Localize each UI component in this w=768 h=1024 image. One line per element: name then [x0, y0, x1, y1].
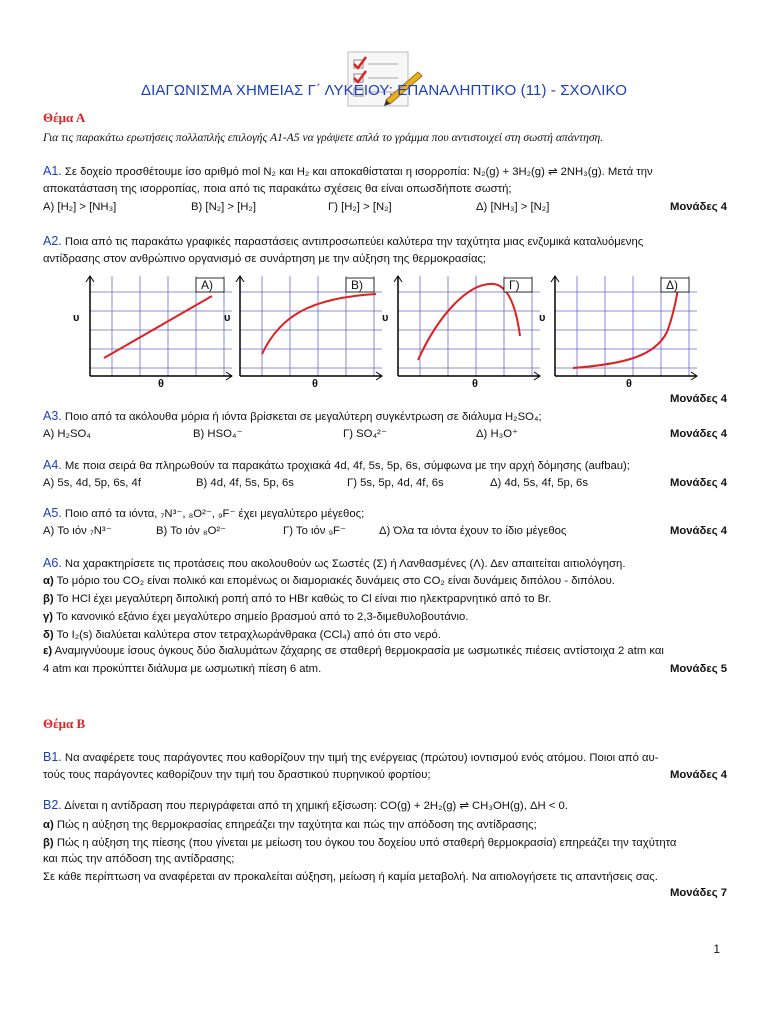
- b1-line1: [43, 750, 727, 766]
- a5-option-a: Α) Το ιόν ₇N³⁻: [43, 525, 112, 537]
- a6-item-b: [43, 592, 727, 607]
- a1-marks: Μονάδες 4: [669, 201, 727, 213]
- a5-number: Α5.: [43, 506, 62, 520]
- checklist-logo-icon: [342, 48, 424, 110]
- instructions: Για τις παρακάτω ερωτήσεις πολλαπλής επιλογής Α1-Α5 να γράψετε απλά το γράμμα που αντιστοιχεί στη σωστή απάντηση.: [43, 131, 604, 144]
- a2-text1: Ποια από τις παρακάτω γραφικές παραστάσεις αντιπροσωπεύει καλύτερα την ταχύτητα μιας ενζυμικά καταλυόμενης: [64, 236, 644, 248]
- a2-line1: [43, 234, 727, 250]
- a6-lastline-text: 4 atm και προκύπτει διάλυμα με ωσμωτική πίεση 6 atm.: [43, 663, 322, 675]
- a6-item-d-text: Το I₂(s) διαλύεται καλύτερα στον τετραχλωράνθρακα (CCl₄) από ότι στο νερό.: [56, 629, 441, 641]
- a3-text1: Ποιο από τα ακόλουθα μόρια ή ιόντα βρίσκεται σε μεγαλύτερη συγκέντρωση σε διάλυμα H₂SO₄;: [64, 411, 542, 423]
- graph-d-ylabel: υ: [539, 312, 546, 324]
- a6-item-e-text: Αναμιγνύουμε ίσους όγκους δύο διαλυμάτων ζάχαρης σε σταθερή θερμοκρασία με ωσμωτικές πιέσεις αντίστοιχα 2 atm και: [54, 645, 664, 657]
- graph-b-xlabel: θ: [312, 378, 318, 390]
- a5-line1: [43, 506, 727, 522]
- b1-text2: τούς τους παράγοντες καθορίζουν την τιμή του δραστικού πυρηνικού φορτίου;: [43, 769, 431, 781]
- a4-option-a: Α) 5s, 4d, 5p, 6s, 4f: [43, 477, 141, 489]
- a6-marks: Μονάδες 5: [669, 663, 727, 675]
- a4-line1: [43, 458, 727, 474]
- exam-title: ΔΙΑΓΩΝΙΣΜΑ ΧΗΜΕΙΑΣ Γ΄ ΛΥΚΕΙΟΥ: ΕΠΑΝΑΛΗΠΤΙΚΟ (11) - ΣΧΟΛΙΚΟ: [141, 82, 627, 99]
- a5-option-c: Γ) Το ιόν ₉F⁻: [283, 525, 346, 537]
- a5-option-b: Β) Το ιόν ₈O²⁻: [156, 525, 227, 537]
- a4-option-d: Δ) 4d, 5s, 4f, 5p, 6s: [490, 477, 588, 489]
- a1-option-a: Α) [H₂] > [NH₃]: [43, 201, 117, 213]
- graph-a: [90, 276, 240, 396]
- a6-item-b-label: β): [43, 593, 54, 605]
- graph-d-xlabel: θ: [626, 378, 632, 390]
- a6-item-e-label: ε): [43, 645, 53, 657]
- graph-b-label: Β): [351, 278, 363, 292]
- b2-b: [43, 836, 727, 851]
- b2-marks: Μονάδες 7: [669, 887, 727, 899]
- section-b-heading: Θέμα Β: [43, 716, 86, 731]
- a6-item-b-text: Το HCl έχει μεγαλύτερη διπολική ροπή από το HBr καθώς το Cl είναι πιο ηλεκτραρνητικό από το Br.: [56, 593, 552, 605]
- a1-line1: [43, 164, 727, 180]
- a2-text2: αντίδρασης στον ανθρώπινο οργανισμό σε συνάρτηση με την αύξηση της θερμοκρασίας;: [43, 253, 487, 265]
- b2-a: [43, 818, 727, 833]
- a4-marks: Μονάδες 4: [669, 477, 727, 489]
- graph-a-ylabel: υ: [73, 312, 80, 324]
- b2-line1: [43, 798, 727, 814]
- a1-number: Α1.: [43, 164, 62, 178]
- b2-text1: Δίνεται η αντίδραση που περιγράφεται από τη χημική εξίσωση: CO(g) + 2H₂(g) ⇌ CH₃OH(g), ΔH < 0.: [64, 800, 568, 812]
- b1-text1: Να αναφέρετε τους παράγοντες που καθορίζουν την τιμή της ενέργειας (πρώτου) ιοντισμού ενός ατόμου. Ποιοι από αυ-: [64, 752, 659, 764]
- b2-number: Β2.: [43, 798, 62, 812]
- a5-text1: Ποιο από τα ιόντα, ₇N³⁻, ₈O²⁻, ₉F⁻ έχει μεγαλύτερο μέγεθος;: [64, 508, 365, 520]
- a5-marks: Μονάδες 4: [669, 525, 727, 537]
- b2-b-text2: και πώς την απόδοση της αντίδρασης;: [43, 853, 235, 865]
- a6-text1: Να χαρακτηρίσετε τις προτάσεις που ακολουθούν ως Σωστές (Σ) ή Λανθασμένες (Λ). Δεν απαιτείται αιτιολόγηση.: [64, 558, 626, 570]
- b1-line2: [43, 768, 727, 783]
- a3-number: Α3.: [43, 409, 62, 423]
- b2-b-text: Πώς η αύξηση της πίεσης (που γίνεται με μείωση του όγκου του δοχείου υπό σταθερή θερμοκρασία) επηρεάζει την ταχύτητα: [56, 837, 677, 849]
- graph-a-label: Α): [201, 278, 213, 292]
- graph-a-xlabel: θ: [158, 378, 164, 390]
- a3-line1: [43, 409, 727, 425]
- a3-option-c: Γ) SO₄²⁻: [343, 428, 387, 440]
- a6-number: Α6.: [43, 556, 62, 570]
- a2-marks: Μονάδες 4: [669, 393, 727, 405]
- a3-option-d: Δ) H₃O⁺: [476, 428, 518, 440]
- section-a-heading: Θέμα Α: [43, 110, 86, 125]
- a6-item-d: [43, 628, 727, 643]
- a6-item-c-label: γ): [43, 611, 54, 623]
- b2-b-label: β): [43, 837, 54, 849]
- b1-number: Β1.: [43, 750, 62, 764]
- a6-lastline: [43, 662, 727, 677]
- a1-text2: αποκατάσταση της ισορροπίας, ποια από τις παρακάτω σχέσεις θα είναι οπωσδήποτε σωστή;: [43, 183, 512, 195]
- b1-marks: Μονάδες 4: [669, 769, 727, 781]
- graph-d-label: Δ): [666, 278, 679, 292]
- a4-number: Α4.: [43, 458, 62, 472]
- a6-item-a: [43, 574, 727, 589]
- graph-c-ylabel: υ: [382, 312, 389, 324]
- graph-b-ylabel: υ: [224, 312, 231, 324]
- a6-item-a-label: α): [43, 575, 54, 587]
- graph-c-label: Γ): [509, 278, 520, 292]
- b2-a-text: Πώς η αύξηση της θερμοκρασίας επηρεάζει την ταχύτητα και πώς την απόδοση της αντίδρασης;: [56, 819, 537, 831]
- a6-item-a-text: Το μόριο του CO₂ είναι πολικό και επομένως οι διαμοριακές δυνάμεις στο CO₂ είναι δυνάμεις διπόλου - διπόλου.: [56, 575, 615, 587]
- page-number: 1: [713, 942, 720, 956]
- a5-option-d: Δ) Όλα τα ιόντα έχουν το ίδιο μέγεθος: [379, 525, 567, 537]
- b2-note: Σε κάθε περίπτωση να αναφέρεται αν προκαλείται αύξηση, μείωση ή καμία μεταβολή. Να αιτιολογήσετε τις απαντήσεις σας.: [43, 871, 658, 883]
- a6-item-c: [43, 610, 727, 625]
- a3-marks: Μονάδες 4: [669, 428, 727, 440]
- a3-option-b: Β) HSO₄⁻: [193, 428, 243, 440]
- a6-item-c-text: Το κανονικό εξάνιο έχει μεγαλύτερο σημείο βρασμού από το 2,3-διμεθυλοβουτάνιο.: [55, 611, 469, 623]
- graph-c-xlabel: θ: [472, 378, 478, 390]
- b2-a-label: α): [43, 819, 54, 831]
- a1-text1: Σε δοχείο προσθέτουμε ίσο αριθμό mol N₂ και H₂ και αποκαθίσταται η ισορροπία: N₂(g) + 3H₂(g) ⇌ 2NH₃(g). Μετά την: [64, 166, 653, 178]
- a6-item-e: [43, 644, 727, 659]
- a1-option-d: Δ) [NH₃] > [N₂]: [476, 201, 550, 213]
- a1-option-b: Β) [N₂] > [H₂]: [191, 201, 256, 213]
- a6-item-d-label: δ): [43, 629, 54, 641]
- a4-option-b: Β) 4d, 4f, 5s, 5p, 6s: [196, 477, 294, 489]
- a6-line1: [43, 556, 727, 572]
- a2-number: Α2.: [43, 234, 62, 248]
- a4-text1: Με ποια σειρά θα πληρωθούν τα παρακάτω τροχιακά 4d, 4f, 5s, 5p, 6s, σύμφωνα με την αρχή δόμησης (aufbau);: [64, 460, 630, 472]
- a4-option-c: Γ) 5s, 5p, 4d, 4f, 6s: [347, 477, 444, 489]
- a1-option-c: Γ) [H₂] > [N₂]: [328, 201, 392, 213]
- a3-option-a: Α) H₂SO₄: [43, 428, 91, 440]
